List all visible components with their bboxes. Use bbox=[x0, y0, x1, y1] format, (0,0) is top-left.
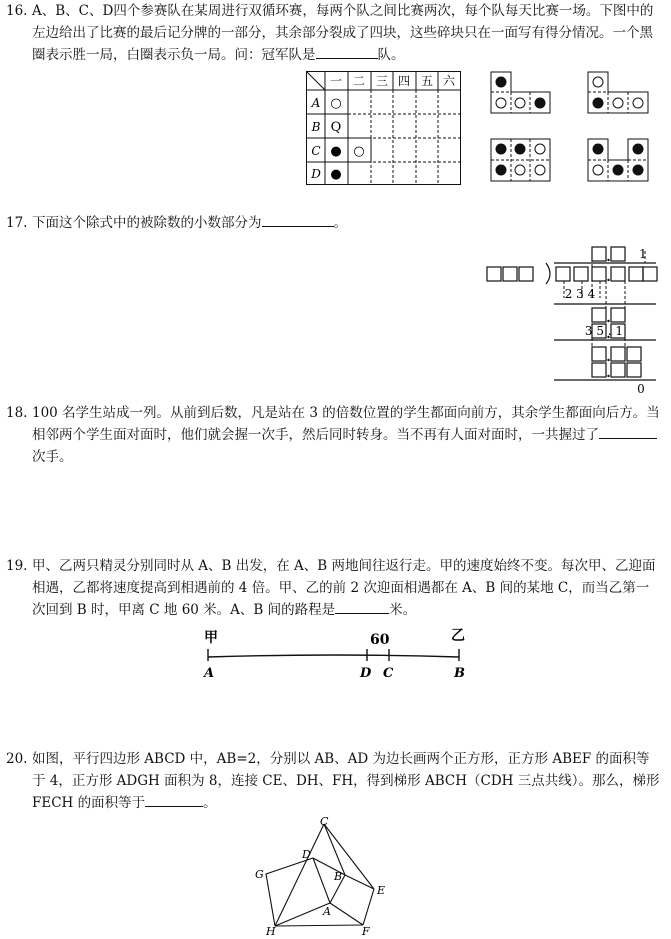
day-header: 一 bbox=[329, 74, 343, 88]
answer-blank[interactable] bbox=[316, 44, 378, 59]
long-division-figure bbox=[484, 244, 660, 394]
question-text: 甲、乙两只精灵分别同时从 A、B 出发，在 A、B 两地间往返行走。甲的速度始终不变。每次甲、乙迎面相遇，乙都将速度提高到相遇前的 4 倍。甲、乙的前 2 次迎面相遇都在 A、B 间的某地 C，而当乙第一次回到 B 时，甲离 C 地 60 米。A、B 间的路程是 米。 bbox=[32, 558, 656, 618]
question-20 bbox=[6, 748, 661, 814]
point-H: H bbox=[266, 925, 276, 937]
question-17 bbox=[6, 212, 661, 234]
question-text: 下面这个除式中的被除数的小数部分为 。 bbox=[32, 212, 661, 234]
point-C: C bbox=[383, 666, 394, 681]
day-header: 二 bbox=[352, 74, 366, 88]
label-yi: 乙 bbox=[451, 628, 465, 644]
point-E: E bbox=[377, 884, 386, 897]
question-19 bbox=[6, 555, 661, 621]
remainder-digit: 0 bbox=[637, 382, 645, 394]
score-cell: ○ bbox=[330, 96, 342, 111]
day-header: 五 bbox=[420, 74, 434, 88]
question-text: A、B、C、D四个参赛队在某周进行双循环赛，每两个队之间比赛两次，每个队每天比赛一场。下图中的左边给出了比赛的最后记分牌的一部分，其余部分裂成了四块，这些碎块只在一面写有得分情况。一个黑圈表示胜一局，白圈表示负一局。问：冠军队是 队。 bbox=[32, 3, 654, 63]
question-number: 17. bbox=[6, 215, 28, 231]
scoreboard-table bbox=[306, 71, 461, 185]
point-G: G bbox=[255, 868, 264, 881]
score-cell: ● bbox=[330, 167, 342, 182]
question-18 bbox=[6, 402, 661, 468]
answer-blank[interactable] bbox=[335, 599, 389, 614]
team-label: B bbox=[311, 120, 321, 134]
subtrahend-2: 3 5 . 1 bbox=[584, 324, 624, 338]
point-D: D bbox=[302, 848, 311, 861]
point-F: F bbox=[362, 925, 370, 937]
point-A: A bbox=[204, 666, 215, 681]
question-number: 16. bbox=[6, 3, 28, 19]
question-number: 19. bbox=[6, 558, 28, 574]
question-number: 18. bbox=[6, 405, 28, 421]
geometry-figure bbox=[250, 817, 390, 937]
answer-blank[interactable] bbox=[599, 424, 657, 439]
day-header: 六 bbox=[442, 74, 456, 88]
question-number: 20. bbox=[6, 751, 28, 767]
route-figure bbox=[196, 624, 476, 684]
question-text: 100 名学生站成一列。从前到后数，凡是站在 3 的倍数位置的学生都面向前方，其余学生都面向后方。当相邻两个学生面对面时，他们就会握一次手，然后同时转身。当不再有人面对面时，一共握过了次手。 bbox=[32, 405, 660, 465]
score-cell: Q bbox=[330, 120, 342, 135]
point-A: A bbox=[323, 905, 331, 918]
day-header: 四 bbox=[397, 74, 411, 88]
question-16 bbox=[6, 0, 661, 66]
question-text: 如图，平行四边形 ABCD 中，AB=2，分别以 AB、AD 为边长画两个正方形，正方形 ABEF 的面积等于 4，正方形 ADGH 面积为 8，连接 CE、DH、FH，得到梯形 ABCH（CDH 三点共线）。那么，梯形 FECH 的面积等于 。 bbox=[32, 751, 660, 811]
subtrahend-1: 2 3 4 bbox=[564, 287, 596, 301]
team-label: C bbox=[311, 144, 321, 158]
answer-blank[interactable] bbox=[262, 212, 334, 227]
point-B: B bbox=[454, 666, 465, 681]
day-header: 三 bbox=[375, 74, 389, 88]
score-cell: ○ bbox=[353, 144, 365, 159]
team-label: D bbox=[311, 167, 321, 181]
scoreboard-fragments bbox=[490, 71, 665, 186]
label-jia: 甲 bbox=[204, 630, 218, 646]
team-label: A bbox=[311, 96, 321, 110]
distance-label: 60 bbox=[370, 632, 390, 648]
point-C: C bbox=[320, 817, 329, 828]
quotient-digit: 1 bbox=[639, 247, 647, 261]
score-cell: ● bbox=[330, 144, 342, 159]
point-D: D bbox=[360, 666, 372, 681]
answer-blank[interactable] bbox=[145, 792, 203, 807]
point-B: B bbox=[334, 870, 343, 883]
